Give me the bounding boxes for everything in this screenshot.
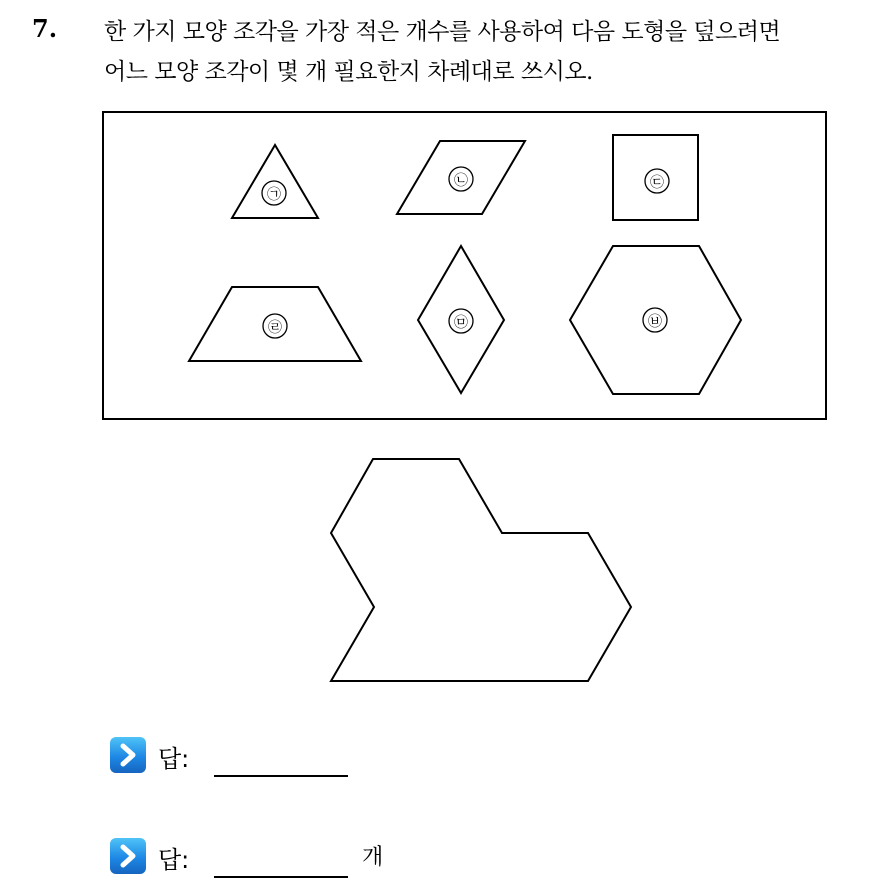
answer-label-1: 답: — [158, 745, 190, 773]
piece-label-6: ㉥ — [648, 314, 662, 330]
piece-label-5: ㉤ — [454, 315, 468, 331]
piece-label-4: ㉣ — [268, 320, 282, 336]
piece-triangle — [232, 145, 318, 218]
chevron-right-icon — [110, 737, 146, 773]
question-line-1: 한 가지 모양 조각을 가장 적은 개수를 사용하여 다음 도형을 덮으려면 — [104, 19, 781, 45]
answer-unit: 개 — [362, 845, 384, 870]
piece-square — [613, 135, 698, 220]
target-figure — [331, 459, 631, 681]
question-number: 7. — [32, 14, 58, 43]
piece-parallelogram — [397, 141, 525, 214]
piece-label-2: ㉡ — [454, 173, 468, 189]
piece-rhombus — [418, 246, 504, 393]
answer-blank-2[interactable] — [214, 876, 348, 878]
answer-label-2: 답: — [158, 846, 190, 874]
pieces-box — [103, 112, 826, 419]
piece-label-3: ㉢ — [650, 175, 664, 191]
question-line-2: 어느 모양 조각이 몇 개 필요한지 차례대로 쓰시오. — [104, 59, 593, 85]
piece-trapezoid — [189, 287, 361, 361]
answer-blank-1[interactable] — [214, 775, 348, 777]
piece-hexagon — [570, 246, 741, 394]
piece-label-1: ㉠ — [267, 187, 281, 203]
chevron-right-icon — [110, 838, 146, 874]
